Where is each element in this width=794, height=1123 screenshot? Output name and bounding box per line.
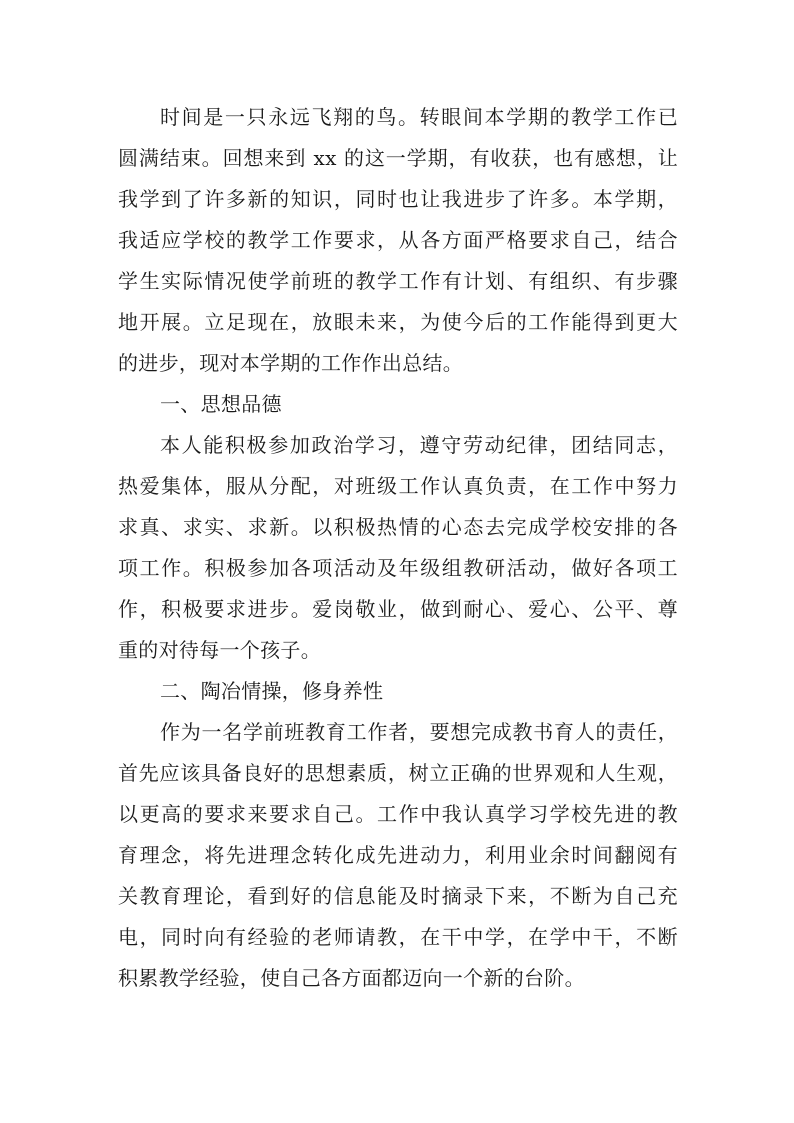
paragraph-line: 学生实际情况使学前班的教学工作有计划、有组织、有步骤 xyxy=(118,269,678,293)
paragraph-line: 地开展。立足现在，放眼未来，为使今后的工作能得到更大 xyxy=(118,310,678,334)
section-heading-1: 一、思想品德 xyxy=(160,392,282,416)
paragraph-line: 积累教学经验，使自己各方面都迈向一个新的台阶。 xyxy=(118,966,585,990)
paragraph-line: 首先应该具备良好的思想素质，树立正确的世界观和人生观， xyxy=(118,761,678,785)
paragraph-line: 关教育理论，看到好的信息能及时摘录下来，不断为自己充 xyxy=(118,884,678,908)
paragraph-line: 我适应学校的教学工作要求，从各方面严格要求自己，结合 xyxy=(118,228,678,252)
paragraph-line: 电，同时向有经验的老师请教，在干中学，在学中干，不断 xyxy=(118,925,678,949)
paragraph-line: 作，积极要求进步。爱岗敬业，做到耐心、爱心、公平、尊 xyxy=(118,597,678,621)
section-heading-2: 二、陶冶情操，修身养性 xyxy=(160,679,384,703)
paragraph-line: 求真、求实、求新。以积极热情的心态去完成学校安排的各 xyxy=(118,515,678,539)
paragraph-line: 热爱集体，服从分配，对班级工作认真负责，在工作中努力 xyxy=(118,474,678,498)
paragraph-line: 育理念，将先进理念转化成先进动力，利用业余时间翻阅有 xyxy=(118,843,678,867)
paragraph-line: 的进步，现对本学期的工作作出总结。 xyxy=(118,351,464,375)
document-body xyxy=(118,97,678,999)
paragraph-line: 项工作。积极参加各项活动及年级组教研活动，做好各项工 xyxy=(118,556,678,580)
paragraph-line: 时间是一只永远飞翔的鸟。转眼间本学期的教学工作已 xyxy=(160,105,678,129)
paragraph-line: 本人能积极参加政治学习，遵守劳动纪律，团结同志， xyxy=(160,433,678,457)
paragraph-line: 我学到了许多新的知识，同时也让我进步了许多。本学期， xyxy=(118,187,678,211)
paragraph-line: 以更高的要求来要求自己。工作中我认真学习学校先进的教 xyxy=(118,802,678,826)
paragraph-line: 重的对待每一个孩子。 xyxy=(118,638,321,662)
paragraph-line: 圆满结束。回想来到 xx 的这一学期，有收获，也有感想，让 xyxy=(118,146,678,170)
paragraph-line: 作为一名学前班教育工作者，要想完成教书育人的责任， xyxy=(160,720,678,744)
